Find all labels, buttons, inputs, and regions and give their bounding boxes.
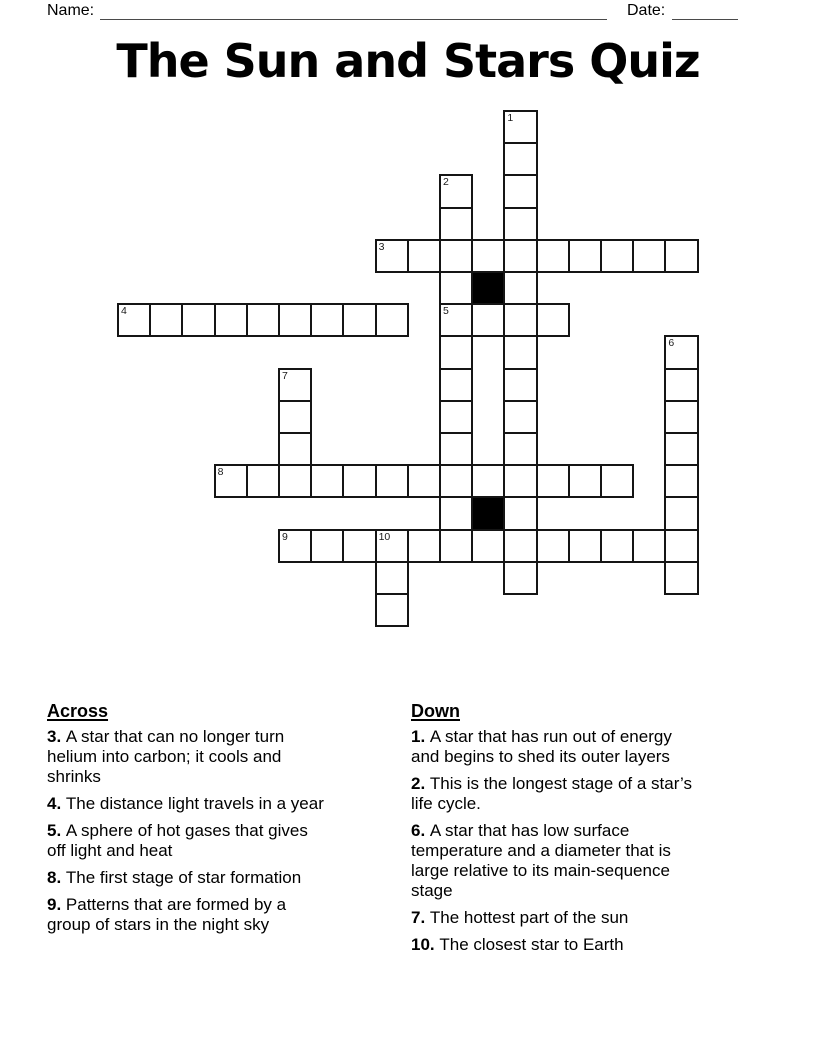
- across-heading: Across: [47, 701, 109, 721]
- crossword-cell[interactable]: [664, 561, 698, 595]
- crossword-cell[interactable]: [664, 239, 698, 273]
- crossword-cell[interactable]: [632, 529, 666, 563]
- date-field-line[interactable]: [672, 3, 738, 20]
- crossword-cell[interactable]: [439, 432, 473, 466]
- clue-item-number: 3.: [47, 727, 66, 746]
- grid-clue-number: 8: [217, 466, 224, 479]
- crossword-cell[interactable]: [471, 303, 505, 337]
- crossword-cell[interactable]: [568, 239, 602, 273]
- crossword-cell-black: [471, 271, 505, 305]
- clues-down-section: [411, 700, 694, 962]
- crossword-cell[interactable]: [342, 303, 376, 337]
- crossword-cell[interactable]: [181, 303, 215, 337]
- clue-item: [411, 908, 694, 928]
- clue-item-text: The hottest part of the sun: [429, 908, 629, 927]
- clue-item-text: A star that has run out of energy and begins to shed its outer layers: [411, 727, 672, 766]
- crossword-cell[interactable]: [600, 464, 634, 498]
- crossword-cell[interactable]: [503, 368, 537, 402]
- crossword-cell[interactable]: [536, 529, 570, 563]
- crossword-cell[interactable]: [664, 529, 698, 563]
- crossword-cell[interactable]: [375, 561, 409, 595]
- crossword-cell[interactable]: [600, 529, 634, 563]
- crossword-cell[interactable]: [246, 303, 280, 337]
- clue-item-text: The distance light travels in a year: [65, 794, 324, 813]
- crossword-cell[interactable]: [503, 496, 537, 530]
- clue-item-number: 8.: [47, 868, 66, 887]
- crossword-cell[interactable]: [278, 368, 312, 402]
- crossword-cell[interactable]: [375, 239, 409, 273]
- grid-clue-number: 5: [443, 305, 449, 318]
- clue-item: [47, 868, 325, 888]
- clue-item: [47, 727, 325, 787]
- crossword-grid: [118, 111, 700, 629]
- clue-item: [411, 727, 694, 767]
- crossword-cell[interactable]: [503, 174, 537, 208]
- clue-item: [411, 935, 694, 955]
- clue-item: [47, 895, 325, 935]
- crossword-cell[interactable]: [375, 593, 409, 627]
- grid-clue-number: 4: [121, 305, 127, 318]
- clue-item-number: 6.: [411, 821, 430, 840]
- crossword-cell[interactable]: [278, 464, 312, 498]
- clue-item-number: 5.: [47, 821, 66, 840]
- crossword-cell[interactable]: [407, 239, 441, 273]
- crossword-cell[interactable]: [214, 303, 248, 337]
- clue-item-number: 1.: [411, 727, 430, 746]
- crossword-cell[interactable]: [214, 464, 248, 498]
- clue-item-text: The first stage of star formation: [65, 868, 302, 887]
- crossword-cell[interactable]: [503, 207, 537, 241]
- grid-clue-number: 9: [282, 530, 288, 543]
- crossword-cell[interactable]: [503, 464, 537, 498]
- crossword-cell[interactable]: [536, 464, 570, 498]
- grid-clue-number: 3: [378, 240, 385, 253]
- clue-item-text: A sphere of hot gases that gives off light and heat: [47, 821, 308, 860]
- crossword-cell[interactable]: [664, 464, 698, 498]
- clue-item: [47, 794, 325, 814]
- clue-item-number: 10.: [411, 935, 440, 954]
- grid-clue-number: 6: [668, 337, 675, 350]
- page-title: The Sun and Stars Quiz: [116, 34, 700, 88]
- clue-item-text: Patterns that are formed by a group of stars in the night sky: [47, 895, 287, 934]
- crossword-cell[interactable]: [439, 368, 473, 402]
- crossword-cell[interactable]: [310, 529, 344, 563]
- crossword-cell[interactable]: [278, 529, 312, 563]
- crossword-cell-black: [471, 496, 505, 530]
- crossword-cell[interactable]: [342, 529, 376, 563]
- clue-item-text: A star that has low surface temperature and a diameter that is large relative to its main-sequence stage: [411, 821, 671, 900]
- clues-down-items: [411, 727, 694, 955]
- crossword-cell[interactable]: [503, 561, 537, 595]
- crossword-cell[interactable]: [664, 335, 698, 369]
- crossword-cell[interactable]: [439, 464, 473, 498]
- grid-clue-number: 10: [378, 530, 391, 543]
- crossword-cell[interactable]: [278, 432, 312, 466]
- crossword-cell[interactable]: [375, 303, 409, 337]
- clue-item-number: 4.: [47, 794, 66, 813]
- crossword-cell[interactable]: [536, 303, 570, 337]
- crossword-cell[interactable]: [439, 400, 473, 434]
- grid-clue-number: 7: [282, 369, 288, 382]
- clue-item-number: 7.: [411, 908, 430, 927]
- crossword-cell[interactable]: [439, 335, 473, 369]
- crossword-cell[interactable]: [246, 464, 280, 498]
- crossword-cell[interactable]: [568, 464, 602, 498]
- crossword-cell[interactable]: [471, 529, 505, 563]
- crossword-cell[interactable]: [600, 239, 634, 273]
- crossword-cell[interactable]: [503, 303, 537, 337]
- crossword-cell[interactable]: [503, 529, 537, 563]
- crossword-cell[interactable]: [503, 142, 537, 176]
- crossword-cell[interactable]: [664, 400, 698, 434]
- crossword-cell[interactable]: [439, 496, 473, 530]
- crossword-cell[interactable]: [375, 529, 409, 563]
- clue-item-number: 2.: [411, 774, 430, 793]
- crossword-cell[interactable]: [439, 239, 473, 273]
- crossword-cell[interactable]: [503, 110, 537, 144]
- clue-item-text: A star that can no longer turn helium into carbon; it cools and shrinks: [47, 727, 285, 786]
- crossword-cell[interactable]: [664, 496, 698, 530]
- crossword-cell[interactable]: [278, 303, 312, 337]
- crossword-cell[interactable]: [439, 303, 473, 337]
- name-label: Name:: [47, 2, 95, 19]
- crossword-cell[interactable]: [278, 400, 312, 434]
- crossword-cell[interactable]: [439, 207, 473, 241]
- clue-item: [411, 821, 694, 901]
- clues-across-section: [47, 700, 325, 942]
- crossword-cell[interactable]: [149, 303, 183, 337]
- crossword-cell[interactable]: [342, 464, 376, 498]
- crossword-cell[interactable]: [439, 529, 473, 563]
- crossword-cell[interactable]: [375, 464, 409, 498]
- down-heading: Down: [411, 701, 460, 721]
- grid-clue-number: 1: [507, 112, 514, 124]
- crossword-cell[interactable]: [664, 432, 698, 466]
- clue-item-number: 9.: [47, 895, 66, 914]
- date-label: Date:: [627, 2, 666, 19]
- clue-item-text: This is the longest stage of a star’s life cycle.: [411, 774, 692, 813]
- crossword-cell[interactable]: [568, 529, 602, 563]
- clue-item: [411, 774, 694, 814]
- clue-item: [47, 821, 325, 861]
- crossword-cell[interactable]: [503, 335, 537, 369]
- clue-item-text: The closest star to Earth: [439, 935, 624, 954]
- crossword-cell[interactable]: [407, 464, 441, 498]
- crossword-cell[interactable]: [503, 432, 537, 466]
- crossword-cell[interactable]: [471, 239, 505, 273]
- crossword-cell[interactable]: [632, 239, 666, 273]
- crossword-cell[interactable]: [503, 400, 537, 434]
- clues-across-items: [47, 727, 325, 935]
- crossword-cell[interactable]: [664, 368, 698, 402]
- name-field-line[interactable]: [100, 3, 607, 20]
- crossword-cell[interactable]: [439, 174, 473, 208]
- crossword-cell[interactable]: [439, 271, 473, 305]
- crossword-cell[interactable]: [310, 303, 344, 337]
- crossword-cell[interactable]: [503, 239, 537, 273]
- crossword-cell[interactable]: [310, 464, 344, 498]
- crossword-cell[interactable]: [117, 303, 151, 337]
- grid-clue-number: 2: [443, 176, 449, 189]
- crossword-cell[interactable]: [407, 529, 441, 563]
- crossword-cell[interactable]: [536, 239, 570, 273]
- crossword-cell[interactable]: [471, 464, 505, 498]
- crossword-cell[interactable]: [503, 271, 537, 305]
